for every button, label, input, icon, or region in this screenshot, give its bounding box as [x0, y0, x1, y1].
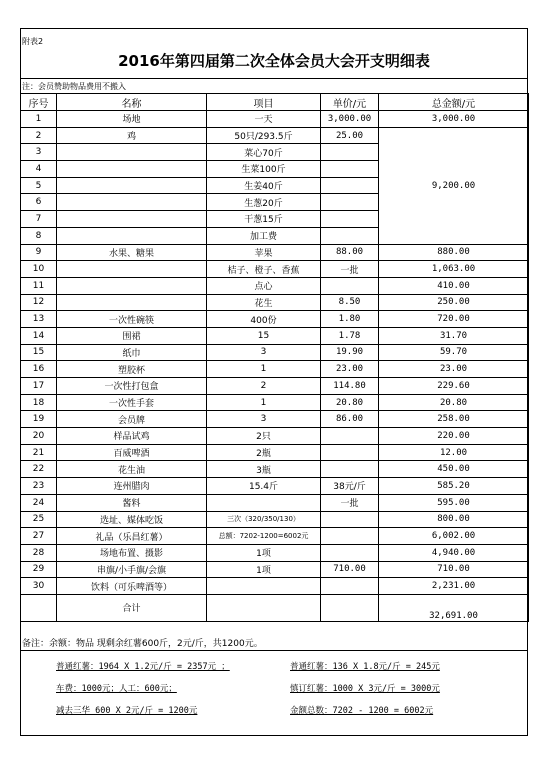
table-row — [21, 111, 529, 128]
cell-item: 苹果 — [207, 244, 321, 261]
cell-name: 会员牌 — [57, 411, 207, 428]
cell-name — [57, 227, 207, 244]
cell-price: 88.00 — [321, 244, 379, 261]
remark-line-3b: 慎订红薯：1000 X 3元/斤 = 3000元 — [290, 684, 440, 694]
cell-price: 86.00 — [321, 411, 379, 428]
cell-total: 595.00 — [379, 494, 529, 511]
cell-price — [321, 528, 379, 545]
cell-no: 24 — [21, 494, 57, 511]
cell-total: 880.00 — [379, 244, 529, 261]
total-value: 32,691.00 — [379, 594, 529, 621]
cell-total: 3,000.00 — [379, 111, 529, 128]
remark-line-4a: 减去三华 600 X 2元/斤 = 1200元 — [56, 706, 198, 716]
table-row — [21, 561, 529, 578]
cell-no: 11 — [21, 277, 57, 294]
table-row — [21, 294, 529, 311]
cell-no: 2 — [21, 127, 57, 144]
cell-name: 选址、媒体吃饭 — [57, 511, 207, 528]
cell-item: 15.4斤 — [207, 478, 321, 495]
cell-price: 23.00 — [321, 361, 379, 378]
table-row — [21, 261, 529, 278]
cell-price: 114.80 — [321, 378, 379, 395]
cell-item: 三次（320/350/130） — [207, 511, 321, 528]
cell-no: 15 — [21, 344, 57, 361]
cell-item: 生姜40斤 — [207, 177, 321, 194]
table-row — [21, 494, 529, 511]
cell-price — [321, 461, 379, 478]
cell-item: 1项 — [207, 561, 321, 578]
cell-name: 饮料（可乐啤酒等） — [57, 578, 207, 595]
cell-name — [57, 144, 207, 161]
cell-total: 258.00 — [379, 411, 529, 428]
remarks-text: 备注：余额：物品 现剩余红薯600斤，2元/斤，共1200元。 — [22, 639, 263, 649]
table-row — [21, 127, 529, 144]
cell-no: 25 — [21, 511, 57, 528]
cell-price — [321, 211, 379, 228]
cell-name: 一次性打包盒 — [57, 378, 207, 395]
cell-no: 14 — [21, 327, 57, 344]
table-row — [21, 478, 529, 495]
total-label: 合计 — [57, 594, 207, 621]
cell-total: 2,231.00 — [379, 578, 529, 595]
cell-price: 710.00 — [321, 561, 379, 578]
cell-price: 一批 — [321, 494, 379, 511]
cell-item — [207, 494, 321, 511]
cell-price: 20.80 — [321, 394, 379, 411]
table-row — [21, 378, 529, 395]
cell-name: 花生油 — [57, 461, 207, 478]
cell-no: 17 — [21, 378, 57, 395]
cell-total: 410.00 — [379, 277, 529, 294]
cell-item: 桔子、橙子、香蕉 — [207, 261, 321, 278]
cell-no: 30 — [21, 578, 57, 595]
table-row — [21, 444, 529, 461]
cell-no — [21, 594, 57, 621]
cell-item: 1 — [207, 361, 321, 378]
cell-price: 8.50 — [321, 294, 379, 311]
cell-no: 27 — [21, 528, 57, 545]
cell-no: 9 — [21, 244, 57, 261]
cell-item: 点心 — [207, 277, 321, 294]
table-row — [21, 428, 529, 445]
cell-no: 12 — [21, 294, 57, 311]
cell-name: 场地布置、摄影 — [57, 544, 207, 561]
cell-no: 19 — [21, 411, 57, 428]
cell-item: 1 — [207, 394, 321, 411]
cell-total: 4,940.00 — [379, 544, 529, 561]
cell-price — [321, 444, 379, 461]
cell-item: 总额：7202-1200=6002元 — [207, 528, 321, 545]
cell-total: 1,063.00 — [379, 261, 529, 278]
cell-name: 一次性碗筷 — [57, 311, 207, 328]
table-header-row — [21, 94, 529, 111]
cell-no: 22 — [21, 461, 57, 478]
cell-price — [321, 227, 379, 244]
cell-no: 21 — [21, 444, 57, 461]
cell-total: 9,200.00 — [379, 127, 529, 244]
header-item: 项目 — [207, 94, 321, 111]
table-row — [21, 344, 529, 361]
cell-name: 一次性手套 — [57, 394, 207, 411]
cell-item: 15 — [207, 327, 321, 344]
cell-price — [321, 277, 379, 294]
cell-name: 连州腊肉 — [57, 478, 207, 495]
cell-item: 生葱20斤 — [207, 194, 321, 211]
cell-name: 场地 — [57, 111, 207, 128]
cell-no: 13 — [21, 311, 57, 328]
cell-total: 12.00 — [379, 444, 529, 461]
header-name: 名称 — [57, 94, 207, 111]
cell-item: 干葱15斤 — [207, 211, 321, 228]
remarks-divider — [20, 650, 528, 651]
cell-price: 25.00 — [321, 127, 379, 144]
cell-price — [321, 161, 379, 178]
cell-no: 23 — [21, 478, 57, 495]
cell-price — [321, 578, 379, 595]
cell-name: 塑胶杯 — [57, 361, 207, 378]
remark-line-4b: 金额总数：7202 - 1200 = 6002元 — [290, 706, 434, 716]
cell-item — [207, 594, 321, 621]
table-row — [21, 277, 529, 294]
cell-price: 1.78 — [321, 327, 379, 344]
cell-name — [57, 161, 207, 178]
cell-name: 串旗/小手旗/会旗 — [57, 561, 207, 578]
cell-total: 220.00 — [379, 428, 529, 445]
cell-item: 2 — [207, 378, 321, 395]
cell-name: 礼品（乐昌红薯） — [57, 528, 207, 545]
cell-price: 3,000.00 — [321, 111, 379, 128]
cell-price: 19.90 — [321, 344, 379, 361]
header-price: 单价/元 — [321, 94, 379, 111]
cell-item: 2瓶 — [207, 444, 321, 461]
table-row — [21, 311, 529, 328]
cell-price: 一批 — [321, 261, 379, 278]
cell-price: 1.80 — [321, 311, 379, 328]
cell-total: 31.70 — [379, 327, 529, 344]
cell-no: 4 — [21, 161, 57, 178]
cell-name: 百威啤酒 — [57, 444, 207, 461]
cell-total: 585.20 — [379, 478, 529, 495]
cell-total: 720.00 — [379, 311, 529, 328]
cell-total: 800.00 — [379, 511, 529, 528]
cell-no: 16 — [21, 361, 57, 378]
title-divider — [20, 78, 528, 79]
page-title: 2016年第四届第二次全体会员大会开支明细表 — [118, 52, 430, 70]
remark-line-2b: 普通红薯：136 X 1.8元/斤 = 245元 — [290, 662, 440, 672]
cell-no: 6 — [21, 194, 57, 211]
cell-no: 1 — [21, 111, 57, 128]
cell-name — [57, 194, 207, 211]
total-row — [21, 594, 529, 621]
cell-total: 23.00 — [379, 361, 529, 378]
cell-item: 50只/293.5斤 — [207, 127, 321, 144]
cell-no: 3 — [21, 144, 57, 161]
table-row — [21, 244, 529, 261]
table-row — [21, 327, 529, 344]
cell-no: 10 — [21, 261, 57, 278]
cell-total: 710.00 — [379, 561, 529, 578]
cell-name: 围裙 — [57, 327, 207, 344]
cell-item: 400份 — [207, 311, 321, 328]
cell-price — [321, 511, 379, 528]
cell-item: 加工费 — [207, 227, 321, 244]
cell-name: 水果、糖果 — [57, 244, 207, 261]
table-row — [21, 528, 529, 545]
cell-no: 5 — [21, 177, 57, 194]
cell-item: 一天 — [207, 111, 321, 128]
table-row — [21, 461, 529, 478]
cell-price — [321, 594, 379, 621]
cell-name: 样品试鸡 — [57, 428, 207, 445]
cell-no: 18 — [21, 394, 57, 411]
cell-no: 29 — [21, 561, 57, 578]
attachment-label: 附表2 — [22, 37, 44, 46]
cell-total: 59.70 — [379, 344, 529, 361]
cell-name — [57, 177, 207, 194]
remark-line-3a: 车费：1000元；人工：600元； — [56, 684, 177, 694]
cell-name — [57, 211, 207, 228]
cell-total: 450.00 — [379, 461, 529, 478]
cell-item: 3 — [207, 344, 321, 361]
cell-price: 38元/斤 — [321, 478, 379, 495]
table-row — [21, 394, 529, 411]
cell-price — [321, 544, 379, 561]
cell-no: 28 — [21, 544, 57, 561]
cell-name: 鸡 — [57, 127, 207, 144]
cell-price — [321, 177, 379, 194]
table-row — [21, 511, 529, 528]
table-row — [21, 578, 529, 595]
cell-no: 8 — [21, 227, 57, 244]
cell-name — [57, 277, 207, 294]
cell-total: 6,002.00 — [379, 528, 529, 545]
header-total: 总金额/元 — [379, 94, 529, 111]
header-no: 序号 — [21, 94, 57, 111]
cell-name: 纸巾 — [57, 344, 207, 361]
cell-item: 2只 — [207, 428, 321, 445]
cell-price — [321, 194, 379, 211]
remark-line-2a: 普通红薯：1964 X 1.2元/斤 = 2357元 ； — [56, 662, 230, 672]
cell-item: 1项 — [207, 544, 321, 561]
cell-total: 20.80 — [379, 394, 529, 411]
cell-item: 花生 — [207, 294, 321, 311]
cell-name — [57, 261, 207, 278]
cell-item: 3瓶 — [207, 461, 321, 478]
cell-item: 3 — [207, 411, 321, 428]
cell-no: 7 — [21, 211, 57, 228]
expense-table — [20, 93, 529, 622]
cell-no: 20 — [21, 428, 57, 445]
cell-total: 229.60 — [379, 378, 529, 395]
cell-item: 菜心70斤 — [207, 144, 321, 161]
cell-name — [57, 294, 207, 311]
cell-price — [321, 428, 379, 445]
cell-total: 250.00 — [379, 294, 529, 311]
table-row — [21, 544, 529, 561]
table-row — [21, 361, 529, 378]
note-text: 注：会员赞助物品费用不搬入 — [22, 82, 126, 91]
cell-item — [207, 578, 321, 595]
cell-name: 酱料 — [57, 494, 207, 511]
cell-item: 生菜100斤 — [207, 161, 321, 178]
table-row — [21, 411, 529, 428]
cell-price — [321, 144, 379, 161]
